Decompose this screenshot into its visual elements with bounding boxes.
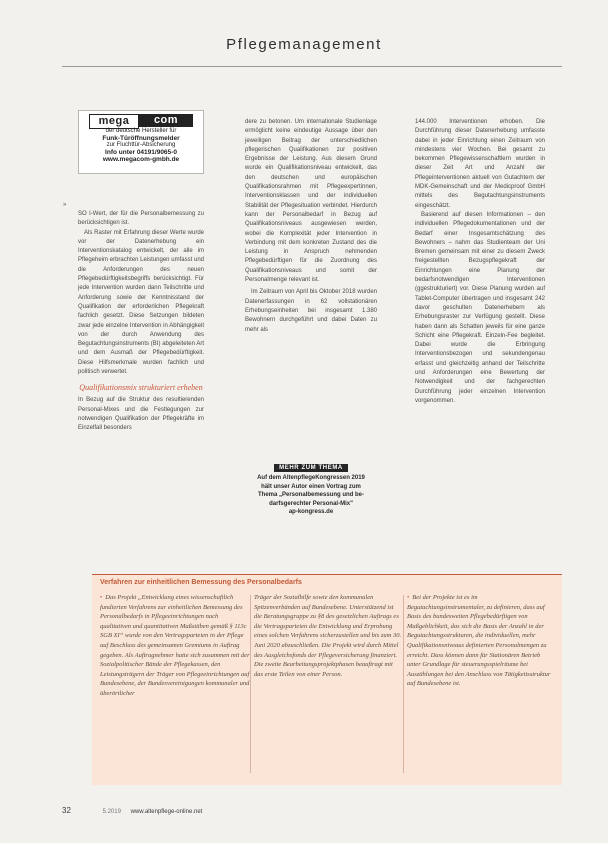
info-box <box>92 574 562 785</box>
more-line-2: hält unser Autor einen Vortrag zum <box>261 483 361 490</box>
bullet-icon: • <box>407 594 410 601</box>
ad-line-1: der deutsche Hersteller für <box>105 128 177 134</box>
paragraph: In Bezug auf die Struktur des resultierenden Personal-Mixes und die Festlegungen zur notwendigen Qualifikation der Pflegekräfte im Einzelfall besonders <box>78 397 204 432</box>
paragraph: SO I-Wert, der für die Personalbemessung zu berücksichtigen ist. <box>78 211 204 227</box>
more-on-topic-box <box>245 464 377 516</box>
more-on-topic-tag: MEHR ZUM THEMA <box>274 464 348 472</box>
info-box-column-3 <box>407 593 555 689</box>
ad-line-3: zur Fluchttür-Absicherung <box>106 142 176 148</box>
info-box-title: Verfahren zur einheitlichen Bemessung des Personalbedarfs <box>100 579 302 586</box>
more-line-1: Auf dem AltenpflegeKongressen 2019 <box>257 475 365 482</box>
ad-line-2: Funk-Türöffnungsmelder <box>102 135 180 142</box>
article-column-3 <box>415 118 545 406</box>
issue-label: 5.2019 <box>102 809 121 815</box>
bullet-icon: • <box>100 594 103 601</box>
info-box-text: Bei der Projekte ist es im Begutachtungsinstrumentaler, zu definieren, dass auf Basis des bundesweiten Pflegebedürftigen von Maßgeblichkeit, das sich die Basis der Anzahl in der Begutachtungsstrukturen, die individuellen, mehr Qualifikationsniveaus definierten Personalmengen zu erreicht. Dass können dann für Stationären Betrieb unter Grundlage für steuerungsspielräume bei Auszählungen bei den Anschluss von Tätigkeitsstruktur auf Bundesebene ist. <box>407 594 551 688</box>
more-line-4: darfsgerechter Personal-Mix" <box>269 500 353 507</box>
paragraph: Als Raster mit Erfahrung dieser Werte wurde vor der Datenerhebung ein Interventionskatalog entwickelt, der alle im Pflegeheim erbrachten Leistungen umfasst und die Anforderungen des neuen Pflegebedürftigkeitsbegriffs berücksichtigt. Für jede Intervention wurden dann Teilschritte und Anforderung sowie der Kenntnisstand der Qualifikation der erforderlichen Pflegekraft fachlich gesetzt. Diese Setzungen bildeten zwar jede einzelne Intervention in Abhängigkeit von der durch Anwendung des Begutachtungsinstruments (BI) abgeleiteten Art und dem Ausmaß der Pflegebedürftigkeit. Diese Hilfsmerkmale wurden fachlich und politisch verwertet. <box>78 229 204 376</box>
ad-logo-right: com <box>139 114 193 127</box>
ad-url[interactable]: www.megacom-gmbh.de <box>102 156 180 163</box>
advertisement[interactable] <box>78 110 204 174</box>
footer-url[interactable]: www.altenpflege-online.net <box>130 809 203 815</box>
paragraph: Basierend auf diesen Informationen – den individuellen Pflegedokumentationen und der Bedarf einer Insgesamtschätzung des Bewohners – nahm das Studienteam der Uni Bremen gemeinsam mit einer zu diesem Zweck freigestellten Bezugspflegekraft der Einrichtungen eine Planung der bedarfsnotwendigen Interventionen (ggestrukturiert) vor. Diese Planung wurden auf Tablet-Computer übertragen und insgesamt 242 davor geschulten Datenerhebern als Erhebungsraster zur Verfügung gestellt. Diese haben dann als Schatten jeweils für eine ganze Schicht eine Pflegekraft. Einzeln-Fee begleitet. Dabei wurde die Erbringung Interventionsbezogen und sekundengenau erfasst und gleichzeitig anhand der Teilschritte und Anforderungen eine Bewertung der Notwendigkeit und der fachgerechten Durchführung jeder einzelnen Intervention vorgenommen. <box>415 211 545 404</box>
section-title: Pflegemanagement <box>226 36 382 53</box>
ad-logo <box>89 114 193 127</box>
continuation-marker: » <box>63 202 67 208</box>
paragraph: dere zu betonen. Um internationale Studienlage ermöglicht keine eindeutige Aussage über den jeweiligen Beitrag der unterschiedlichen pflegerischen Qualifikationen zur positiven Ergebnisse der Leistung. Aus diesem Grund wurde ein Qualifikationsniveau entwickelt, das den deutschen und europäischen Qualifikationsrahmen mit Pflegeexpertinnen, Interventionsklassen und der individuellen Stabilität der Pflegesituation verbindet. Hierdurch kann der Personalbedarf in Bezug auf Qualifikationsniveaus ausgewiesen werden, wobei die Komplexität jeder Intervention in Verbindung mit dem konkreten Zustand des die Leistung in Anspruch nehmenden Pflegebedürftigen für die Zuordnung des Qualifikationsniveaus und somit der Personalmenge relevant ist. <box>245 119 377 284</box>
info-box-text: Träger der Sozialhilfe sowie den kommunalen Spitzenverbänden auf Bundesebene. Unterstützend ist die Beratungsgruppe zu §8 des gesetzlichen Auftrags es die Vertragsparteien die Entwicklung und Erprobung eines solchen Verfahrens sicherzustellen und bis zum 30. Juni 2020 abzuschließen. Die Projekt wird durch Mittel des Ausgleichsfonds der Pflegeversicherung finanziert. Die zweite Bearbeitungsprojektphasen beauftragt mit das erste Teilen von einer Person. <box>254 594 402 678</box>
header-rule <box>62 66 562 67</box>
ad-logo-left: mega <box>89 114 139 129</box>
subheading: Qualifikationsmix strukturiert erheben <box>79 383 203 393</box>
info-box-divider <box>250 595 251 773</box>
info-box-column-2 <box>254 593 402 679</box>
article-column-2 <box>245 118 377 335</box>
paragraph: 144.000 Interventionen erhoben. Die Durchführung dieser Datenerhebung umfasste dabei in jeder Einrichtung einen Zeitraum von mindestens vier Wochen. Bei gesamt zu bekommen Pflegewissenschaftlern wurden in dieser Zeit Art und Anzahl der Pflegeinterventionen aktuell von Gutachtern der MDK-Gemeinschaft und der Medicproof GmbH mittels des Begutachtungsinstruments eingeschätzt. <box>415 119 545 209</box>
page-footer <box>62 806 202 815</box>
ad-phone: Info unter 04191/9065-0 <box>105 149 177 156</box>
page-number: 32 <box>62 806 71 815</box>
article-column-1 <box>78 210 204 434</box>
info-box-column-1 <box>100 593 250 699</box>
more-line-3: Thema „Personalbemessung und be- <box>257 492 365 499</box>
info-box-text: Das Projekt „Entwicklung eines wissenschaftlich fundierten Verfahrens zur einheitlichen Bemessung des Personalbedarfs in Pflegeeinrichtungen nach qualitativen und quantitativen Maßstäben gemäß § 113c SGB XI“ wurde von den Vertragsparteien in der Pflege auf Beschluss des gemeinsamen Gremiums in Auftrag gegeben. Als Auftragnehmer hatte sich zusammen mit der Sozialpolitischer Bände der Pflegekassen, den Leistungsträgern der Träger von Pflegeeinrichtungen auf Bundesebene, der Bundesvereinigungen kommunaler und überörtlicher <box>100 594 250 697</box>
congress-link[interactable]: ap-kongress.de <box>288 509 334 516</box>
paragraph: Im Zeitraum von April bis Oktober 2018 wurden Datenerfassungen in 62 vollstationären Erhebungseinheiten bei insgesamt 1.380 Bewohnern durchgeführt und dabei Daten zu mehr als <box>245 289 377 333</box>
info-box-divider <box>403 595 404 773</box>
